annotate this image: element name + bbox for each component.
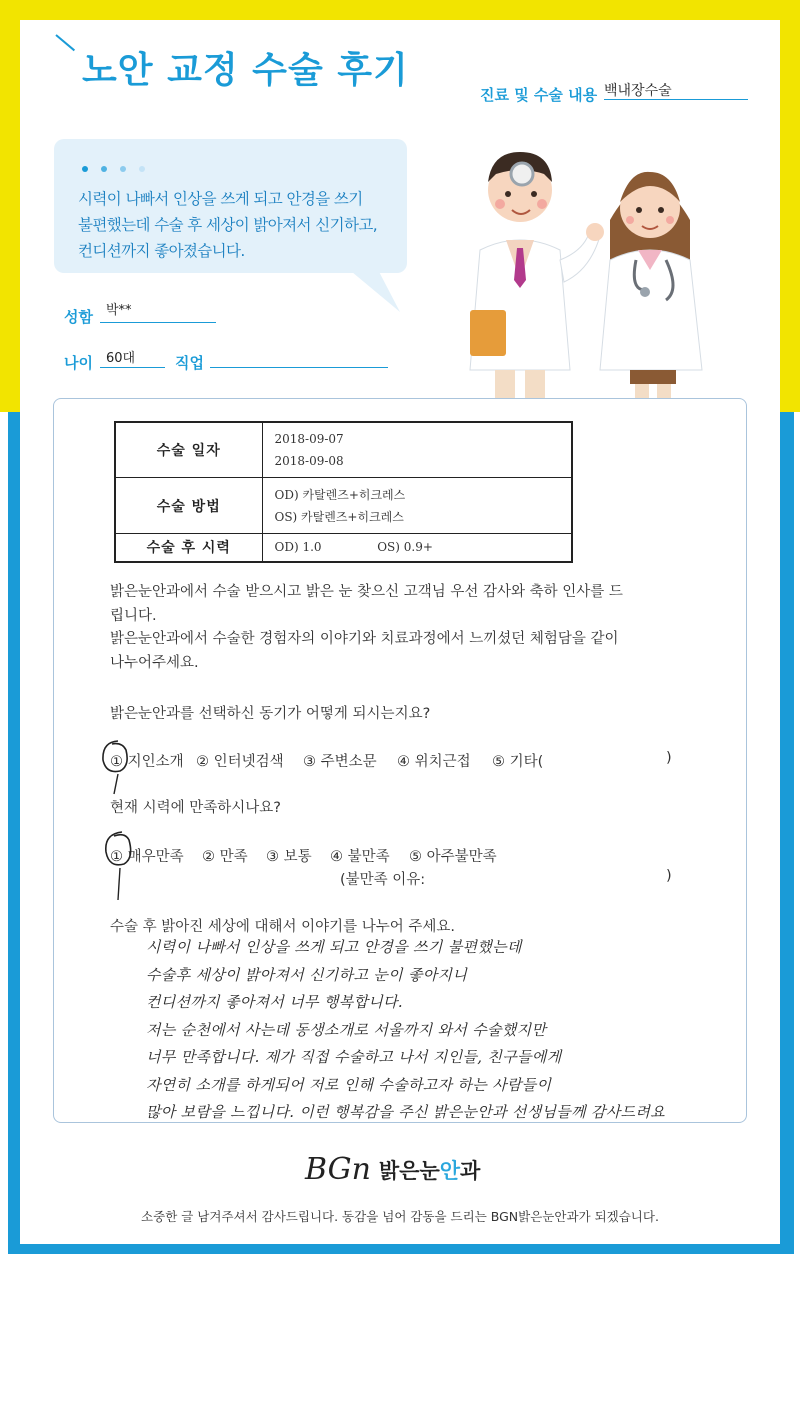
job-underline <box>210 367 388 368</box>
question-3: 수술 후 밝아진 세상에 대해서 이야기를 나누어 주세요. <box>110 919 456 935</box>
q1-option-2[interactable]: ② 인터넷검색 <box>196 754 284 770</box>
footer-message: 소중한 글 남겨주셔서 감사드립니다. 동감을 넘어 감동을 드리는 BGN밝은눈안과가 되겠습니다. <box>141 1209 659 1224</box>
quote-bubble-tail <box>340 262 400 312</box>
page-title: 노안 교정 수술 후기 <box>82 50 409 91</box>
female-doctor-figure <box>600 172 702 408</box>
intro-line-4: 나누어주세요. <box>110 655 199 671</box>
job-label: 직업 <box>175 354 204 372</box>
intro-line-3: 밝은눈안과에서 수술한 경험자의 이야기와 치료과정에서 느끼셨던 체험담을 같이 <box>110 631 619 647</box>
treatment-label: 진료 및 수술 내용 <box>480 86 598 104</box>
name-underline <box>100 322 216 323</box>
logo-name: 밝은눈안과 <box>378 1158 481 1183</box>
post-surgery-vision-label: 수술 후 시력 <box>115 533 262 562</box>
q2-reason-close: ) <box>666 868 672 884</box>
quote-text: 시력이 나빠서 인상을 쓰게 되고 안경을 쓰기 불편했는데 수술 후 세상이 밝아져서 신기하고, 컨디션까지 좋아졌습니다. <box>78 190 378 260</box>
male-doctor-figure <box>470 152 604 400</box>
question-2: 현재 시력에 만족하시나요? <box>110 800 281 816</box>
q1-option-3[interactable]: ③ 주변소문 <box>303 754 377 770</box>
intro-line-1: 밝은눈안과에서 수술 받으시고 밝은 눈 찾으신 고객님 우선 감사와 축하 인사를 드 <box>110 584 623 600</box>
q1-selection-circle <box>98 738 138 798</box>
treatment-underline <box>604 99 748 100</box>
q1-option-5-close: ) <box>666 750 672 766</box>
q2-option-3[interactable]: ③ 보통 <box>266 849 312 865</box>
surgery-date-label: 수술 일자 <box>115 422 262 478</box>
q1-option-1[interactable]: ① 지인소개 <box>110 754 184 770</box>
q2-option-5[interactable]: ⑤ 아주불만족 <box>409 849 497 865</box>
q2-selection-circle <box>100 828 140 904</box>
name-label: 성함 <box>64 308 93 326</box>
clinic-logo <box>305 1152 480 1187</box>
table-row <box>115 478 572 533</box>
intro-line-2: 립니다. <box>110 608 157 624</box>
q2-reason-label: (불만족 이유: <box>340 872 426 888</box>
post-surgery-vision-values: OD) 1.0 OS) 0.9+ <box>262 533 572 562</box>
q1-option-4[interactable]: ④ 위치근접 <box>397 754 471 770</box>
logo-mark: BGn <box>305 1152 371 1187</box>
age-value: 60대 <box>106 351 136 366</box>
q2-option-1[interactable]: ① 매우만족 <box>110 849 184 865</box>
doctors-illustration <box>440 130 770 412</box>
surgery-date-values: 2018-09-07 2018-09-08 <box>262 422 572 478</box>
table-row <box>115 533 572 562</box>
name-value: 박** <box>106 303 132 318</box>
handwritten-answer: 시력이 나빠서 인상을 쓰게 되고 안경을 쓰기 불편했는데 수술후 세상이 밝아져서 신기하고 눈이 좋아지니 컨디션까지 좋아져서 너무 행복합니다. 저는 순천에서 사는데 동생소개로 서울까지 와서 수술했지만 너무 만족합니다. 제가 직접 수술하고 나서 지인들, 친구들에게 자연히 소개를 하게되어 저로 인해 수술하고자 하는 사람들이 많아 보람을 느낍니다. 이런 행복감을 주신 밝은눈안과 선생님들께 감사드려요 <box>146 938 665 1121</box>
surgery-method-label: 수술 방법 <box>115 478 262 533</box>
age-label: 나이 <box>64 354 93 372</box>
q2-option-2[interactable]: ② 만족 <box>202 849 248 865</box>
age-underline <box>100 367 165 368</box>
surgery-method-values: OD) 카탈렌즈+히크레스 OS) 카탈렌즈+히크레스 <box>262 478 572 533</box>
surgery-info-table <box>114 421 573 563</box>
question-1: 밝은눈안과를 선택하신 동기가 어떻게 되시는지요? <box>110 706 431 722</box>
treatment-value: 백내장수술 <box>604 83 672 99</box>
q1-option-5[interactable]: ⑤ 기타( <box>492 754 544 770</box>
quote-dots <box>82 166 145 172</box>
table-row <box>115 422 572 478</box>
q2-option-4[interactable]: ④ 불만족 <box>330 849 390 865</box>
